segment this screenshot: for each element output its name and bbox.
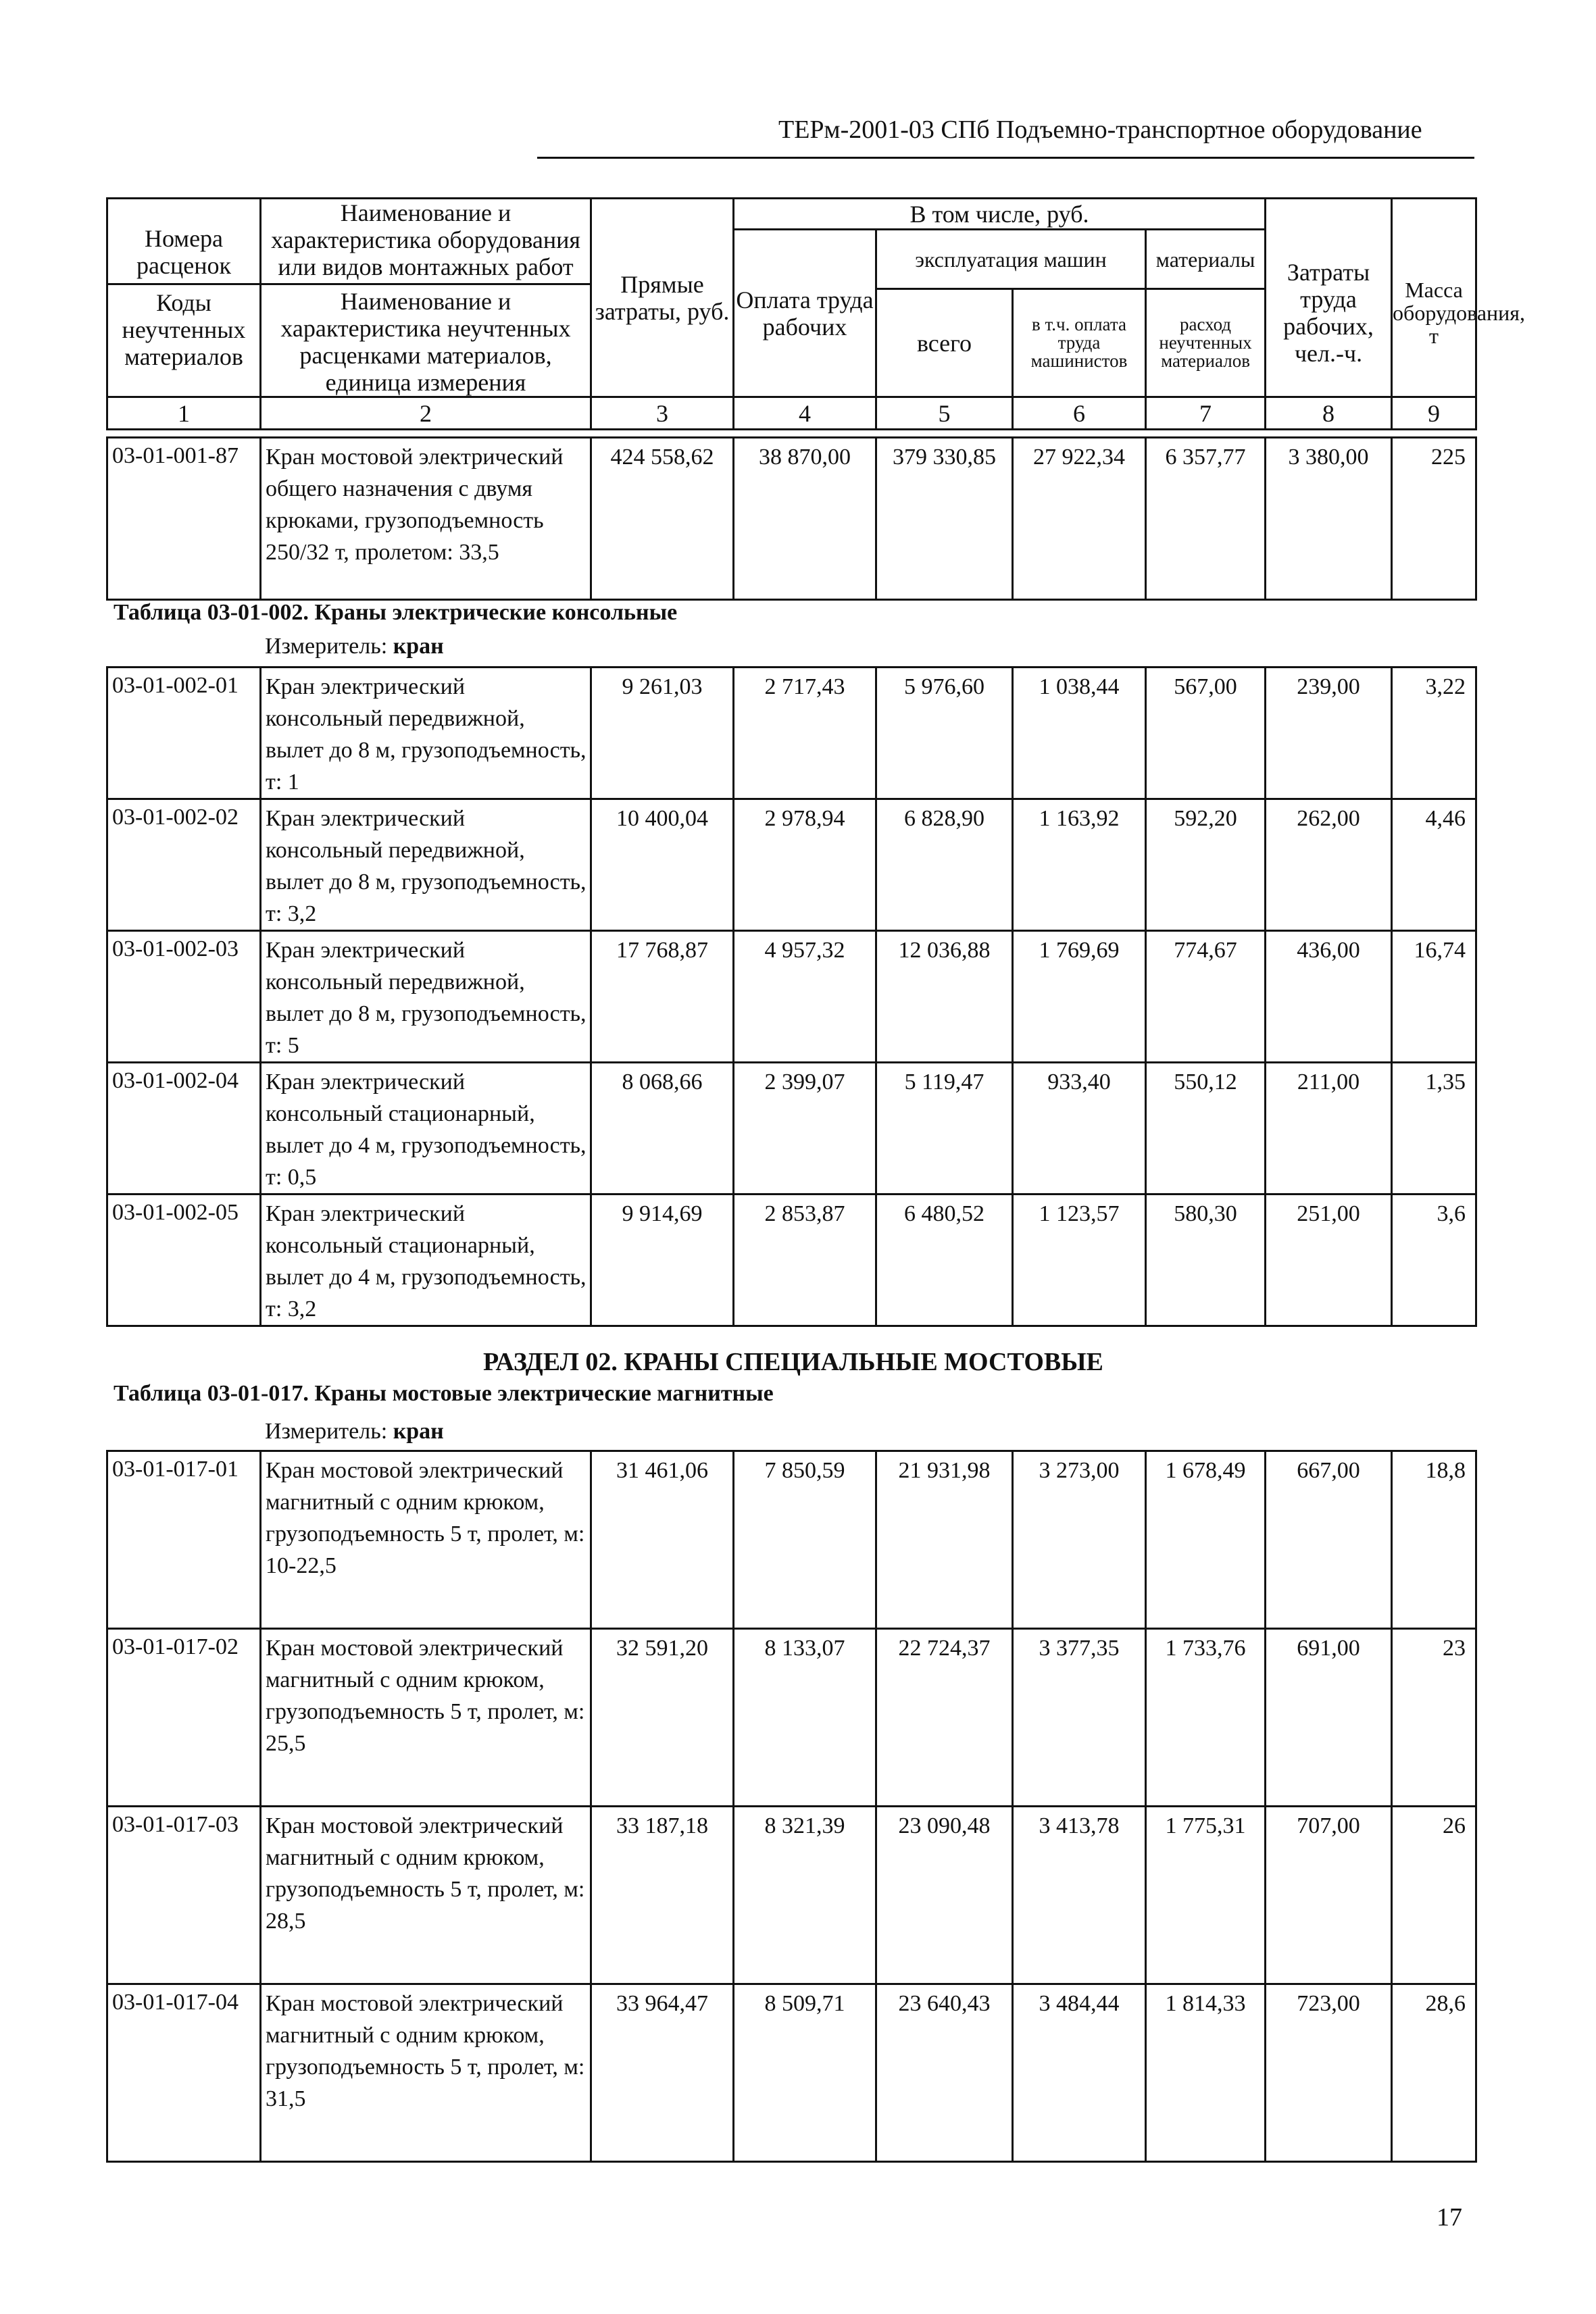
equipment-mass: 16,74: [1392, 931, 1476, 1063]
labor-pay: 8 321,39: [734, 1807, 876, 1984]
machines-total: 379 330,85: [876, 438, 1013, 600]
item-name: Кран мостовой электрический магнитный с одним крюком, грузоподъемность 5 т, пролет, м: 25,5: [261, 1629, 591, 1807]
materials-cost: 567,00: [1146, 668, 1266, 799]
machines-total: 6 480,52: [876, 1194, 1013, 1326]
machinist-pay: 27 922,34: [1013, 438, 1146, 600]
materials-cost: 774,67: [1146, 931, 1266, 1063]
item-name: Кран мостовой электрический магнитный с одним крюком, грузоподъемность 5 т, пролет, м: 28,5: [261, 1807, 591, 1984]
machines-total: 6 828,90: [876, 799, 1013, 931]
table-row: [107, 668, 1476, 799]
table3-title: Таблица 03-01-017. Краны мостовые электрические магнитные: [114, 1381, 774, 1406]
equipment-mass: 3,22: [1392, 668, 1476, 799]
measure-value: кран: [393, 634, 444, 659]
labor-pay: 38 870,00: [734, 438, 876, 600]
machinist-pay: 933,40: [1013, 1063, 1146, 1194]
labor-hours: 239,00: [1266, 668, 1392, 799]
direct-costs: 9 914,69: [591, 1194, 734, 1326]
equipment-mass: 18,8: [1392, 1451, 1476, 1629]
materials-cost: 1 678,49: [1146, 1451, 1266, 1629]
table3-body: [107, 1451, 1476, 2162]
col-number: 4: [734, 397, 876, 430]
materials-cost: 1 775,31: [1146, 1807, 1266, 1984]
materials-cost: 1 733,76: [1146, 1629, 1266, 1807]
machinist-pay: 3 413,78: [1013, 1807, 1146, 1984]
equipment-mass: 225: [1392, 438, 1476, 600]
item-name: Кран мостовой электрический магнитный с одним крюком, грузоподъемность 5 т, пролет, м: 31,5: [261, 1984, 591, 2162]
machinist-pay: 3 273,00: [1013, 1451, 1146, 1629]
rate-code: 03-01-017-04: [107, 1984, 261, 2162]
machinist-pay: 1 769,69: [1013, 931, 1146, 1063]
col-number: 7: [1146, 397, 1266, 430]
labor-hours: 691,00: [1266, 1629, 1392, 1807]
direct-costs: 33 187,18: [591, 1807, 734, 1984]
material-codes-label: Коды неучтенных материалов: [122, 289, 246, 370]
rate-code: 03-01-001-87: [107, 438, 261, 600]
table-row: [107, 1451, 1476, 1629]
direct-costs: 10 400,04: [591, 799, 734, 931]
rate-code: 03-01-017-01: [107, 1451, 261, 1629]
col-number: 1: [107, 397, 261, 430]
item-name: Кран мостовой электрический магнитный с одним крюком, грузоподъемность 5 т, пролет, м: 10-22,5: [261, 1451, 591, 1629]
labor-pay: 2 978,94: [734, 799, 876, 931]
measure-label: Измеритель:: [265, 634, 388, 659]
table-row: [107, 1063, 1476, 1194]
header-rule: [537, 157, 1474, 159]
col-header-rate-numbers: [107, 199, 261, 397]
labor-hours: 262,00: [1266, 799, 1392, 931]
labor-hours: 251,00: [1266, 1194, 1392, 1326]
table2-body: [107, 668, 1476, 1326]
col-header-machines-total: всего: [876, 289, 1013, 397]
rate-code: 03-01-002-04: [107, 1063, 261, 1194]
col-header-machines: эксплуатация машин: [876, 230, 1146, 289]
item-name: Кран электрический консольный передвижной, вылет до 8 м, грузоподъемность, т: 5: [261, 931, 591, 1063]
measure-label: Измеритель:: [265, 1419, 388, 1444]
rate-code: 03-01-002-02: [107, 799, 261, 931]
machines-total: 22 724,37: [876, 1629, 1013, 1807]
equipment-name-label: Наименование и характеристика оборудования или видов монтажных работ: [259, 199, 592, 285]
table-row: [107, 1984, 1476, 2162]
col-header-unaccounted-materials: расход неучтенных материалов: [1146, 289, 1266, 397]
materials-cost: 6 357,77: [1146, 438, 1266, 600]
direct-costs: 8 068,66: [591, 1063, 734, 1194]
col-number: 2: [261, 397, 591, 430]
item-name: Кран электрический консольный стационарный, вылет до 4 м, грузоподъемность, т: 0,5: [261, 1063, 591, 1194]
labor-pay: 8 133,07: [734, 1629, 876, 1807]
direct-costs: 32 591,20: [591, 1629, 734, 1807]
col-number: 6: [1013, 397, 1146, 430]
rate-code: 03-01-002-01: [107, 668, 261, 799]
labor-hours: 723,00: [1266, 1984, 1392, 2162]
measure-value: кран: [393, 1419, 444, 1444]
table-03-01-001: [106, 436, 1477, 601]
rate-code: 03-01-002-05: [107, 1194, 261, 1326]
labor-hours: 211,00: [1266, 1063, 1392, 1194]
labor-pay: 8 509,71: [734, 1984, 876, 2162]
materials-cost: 580,30: [1146, 1194, 1266, 1326]
machines-total: 5 976,60: [876, 668, 1013, 799]
machinist-pay: 1 038,44: [1013, 668, 1146, 799]
section-title: РАЗДЕЛ 02. КРАНЫ СПЕЦИАЛЬНЫЕ МОСТОВЫЕ: [483, 1348, 1103, 1376]
table-row: [107, 799, 1476, 931]
col-header-mass: Масса оборудования, т: [1392, 230, 1476, 397]
labor-hours: 667,00: [1266, 1451, 1392, 1629]
labor-hours: 3 380,00: [1266, 438, 1392, 600]
materials-cost: 592,20: [1146, 799, 1266, 931]
equipment-mass: 4,46: [1392, 799, 1476, 931]
col-header-labor-hours: Затраты труда рабочих, чел.-ч.: [1266, 230, 1392, 397]
item-name: Кран мостовой электрический общего назначения с двумя крюками, грузоподъемность 250/32 т, пролетом: 33,5: [261, 438, 591, 600]
col-number: 5: [876, 397, 1013, 430]
machinist-pay: 1 123,57: [1013, 1194, 1146, 1326]
labor-pay: 2 717,43: [734, 668, 876, 799]
document-header: ТЕРм-2001-03 СПб Подъемно-транспортное оборудование: [778, 116, 1422, 144]
material-name-label: Наименование и характеристика неучтенных расценками материалов, единица измерения: [280, 288, 571, 396]
table-row: [107, 931, 1476, 1063]
equipment-mass: 1,35: [1392, 1063, 1476, 1194]
direct-costs: 17 768,87: [591, 931, 734, 1063]
labor-pay: 2 399,07: [734, 1063, 876, 1194]
machines-total: 5 119,47: [876, 1063, 1013, 1194]
table-row: [107, 438, 1476, 600]
rate-code: 03-01-017-02: [107, 1629, 261, 1807]
direct-costs: 31 461,06: [591, 1451, 734, 1629]
rate-code: 03-01-017-03: [107, 1807, 261, 1984]
col-header-name: [261, 199, 591, 397]
col-header-direct-costs: Прямые затраты, руб.: [591, 199, 734, 397]
column-header-table: [106, 197, 1526, 430]
equipment-mass: 26: [1392, 1807, 1476, 1984]
machines-total: 23 640,43: [876, 1984, 1013, 2162]
materials-cost: 550,12: [1146, 1063, 1266, 1194]
machines-total: 23 090,48: [876, 1807, 1013, 1984]
col-number: 9: [1392, 397, 1476, 430]
col-header-group: В том числе, руб.: [734, 199, 1266, 230]
labor-pay: 4 957,32: [734, 931, 876, 1063]
item-name: Кран электрический консольный передвижной, вылет до 8 м, грузоподъемность, т: 1: [261, 668, 591, 799]
item-name: Кран электрический консольный стационарный, вылет до 4 м, грузоподъемность, т: 3,2: [261, 1194, 591, 1326]
col-number: 3: [591, 397, 734, 430]
machinist-pay: 3 484,44: [1013, 1984, 1146, 2162]
table3-measure: [265, 1419, 444, 1444]
table-03-01-017: [106, 1450, 1477, 2163]
rate-code: 03-01-002-03: [107, 931, 261, 1063]
page-number: 17: [1437, 2203, 1462, 2232]
col-number: 8: [1266, 397, 1392, 430]
table-row: [107, 1194, 1476, 1326]
machines-total: 12 036,88: [876, 931, 1013, 1063]
machinist-pay: 1 163,92: [1013, 799, 1146, 931]
direct-costs: 33 964,47: [591, 1984, 734, 2162]
direct-costs: 9 261,03: [591, 668, 734, 799]
labor-hours: 436,00: [1266, 931, 1392, 1063]
labor-pay: 7 850,59: [734, 1451, 876, 1629]
labor-pay: 2 853,87: [734, 1194, 876, 1326]
table2-title: Таблица 03-01-002. Краны электрические консольные: [114, 600, 678, 625]
rate-numbers-label: Номера расценок: [106, 225, 261, 285]
table-row: [107, 1629, 1476, 1807]
equipment-mass: 23: [1392, 1629, 1476, 1807]
col-header-labor-pay: Оплата труда рабочих: [734, 230, 876, 397]
equipment-mass: 3,6: [1392, 1194, 1476, 1326]
direct-costs: 424 558,62: [591, 438, 734, 600]
materials-cost: 1 814,33: [1146, 1984, 1266, 2162]
item-name: Кран электрический консольный передвижной, вылет до 8 м, грузоподъемность, т: 3,2: [261, 799, 591, 931]
machinist-pay: 3 377,35: [1013, 1629, 1146, 1807]
col-header-machinist-pay: в т.ч. оплата труда машинистов: [1013, 289, 1146, 397]
table1-body: [107, 438, 1476, 600]
table2-measure: [265, 634, 444, 659]
table-03-01-002: [106, 666, 1477, 1327]
equipment-mass: 28,6: [1392, 1984, 1476, 2162]
labor-hours: 707,00: [1266, 1807, 1392, 1984]
machines-total: 21 931,98: [876, 1451, 1013, 1629]
table-row: [107, 1807, 1476, 1984]
col-header-materials: материалы: [1146, 230, 1266, 289]
